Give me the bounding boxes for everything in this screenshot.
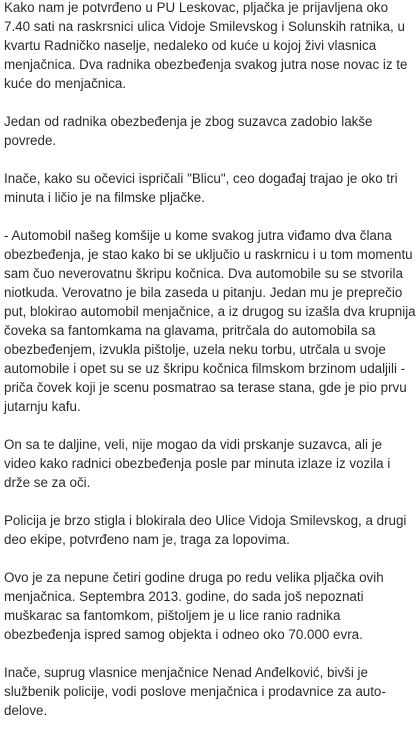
article-paragraph-3: Inače, kako su očevici ispričali "Blicu", ceo događaj trajao je oko tri minuta i ličio je na filmske pljačke. [4,171,398,205]
article-paragraph-4: - Automobil našeg komšije u kome svakog jutra viđamo dva člana obezbeđenja, je stao kako bi se uključio u raskrnicu i u tom momentu sam čuo neverovatnu škripu kočnica. Dva automobile su se stvorila niotkuda. Verovatno je bila zaseda u pitanju. Jedan mu je preprečio put, blokirao automobil menjačnice, a iz drugog su izašla dva krupnija čoveka sa fantomkama na glavama, pritrčala do automobila sa obezbeđenjem, izvukla pištolje, uzela neku torbu, utrčala u svoje automobile i opet su se uz škripu kočnica filmskom brzinom udaljili - priča čovek koji je scenu posmatrao sa terase stana, gde je pio prvu jutarnju kafu. [4,228,416,414]
article-body [4,0,416,739]
article-paragraph-2: Jedan od radnika obezbeđenja je zbog suzavca zadobio lakše povrede. [4,114,373,148]
article-paragraph-8: Inače, suprug vlasnice menjačnice Nenad Anđelković, bivši je službenik policije, vodi poslove menjačnica i prodavnice za auto-delove. [4,665,386,718]
article-paragraph-7: Ovo je za nepune četiri godine druga po redu velika pljačka ovih menjačnica. Septembra 2013. godine, do sada još nepoznati muškarac sa fantomkom, pištoljem je u lice ranio radnika obezbeđenja ispred samog objekta i odneo oko 70.000 evra. [4,570,384,642]
article-paragraph-6: Policija je brzo stigla i blokirala deo Ulice Vidoja Smilevskog, a drugi deo ekipe, potvrđeno nam je, traga za lopovima. [4,513,407,547]
article-paragraph-5: On sa te daljine, veli, nije mogao da vidi prskanje suzavca, ali je video kako radnici obezbeđenja posle par minuta izlaze iz vozila i drže se za oči. [4,437,391,490]
article-paragraph-1: Kako nam je potvrđeno u PU Leskovac, pljačka je prijavljena oko 7.40 sati na raskrsnici ulica Vidoje Smilevskog i Solunskih ratnika, u kvartu Radničko naselje, nedaleko od kuće u kojoj živi vlasnica menjačnica. Dva radnika obezbeđenja svakog jutra nose novac iz te kuće do menjačnica. [4,0,408,91]
